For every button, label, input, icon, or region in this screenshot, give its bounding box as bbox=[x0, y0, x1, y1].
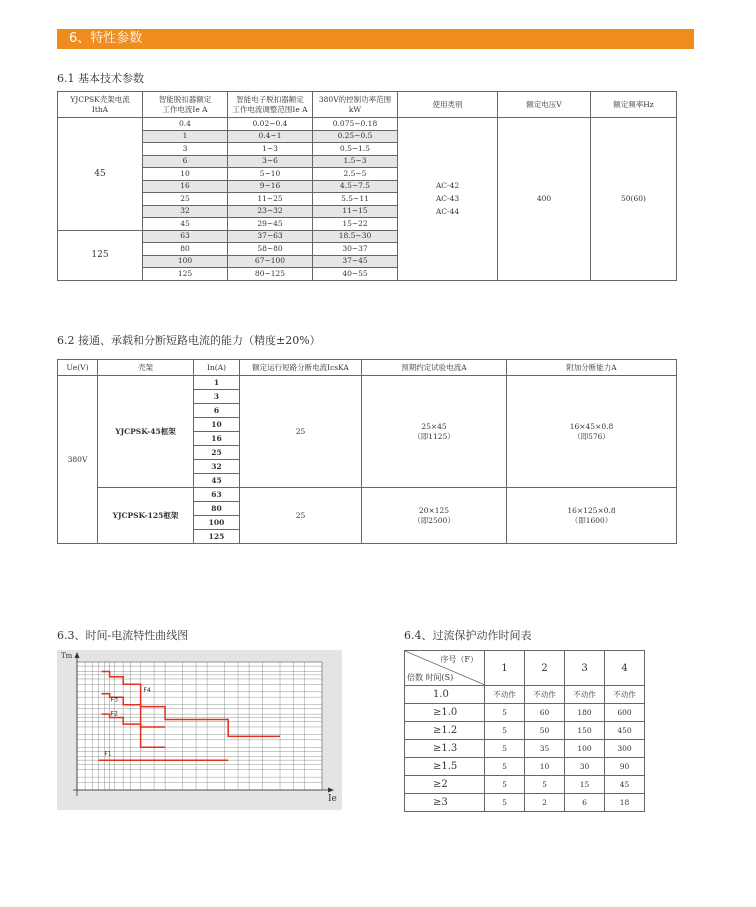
time-cell: 5 bbox=[485, 740, 525, 758]
extra-capacity-cell bbox=[507, 488, 677, 544]
header-cell: 额定电压V bbox=[498, 92, 591, 118]
table-row bbox=[405, 740, 645, 758]
multiple-cell: ≥2 bbox=[405, 776, 485, 794]
frame-125-cell: 125 bbox=[58, 230, 143, 280]
multiple-cell: ≥1.5 bbox=[405, 758, 485, 776]
curve-label: F3 bbox=[110, 696, 118, 704]
category-item: AC-43 bbox=[435, 194, 460, 204]
time-cell: 180 bbox=[565, 704, 605, 722]
curve-label: F1 bbox=[104, 750, 112, 758]
ics-cell: 25 bbox=[240, 376, 362, 488]
header-cell: 智能电子脱扣器额定 工作电流调整范围Ie A bbox=[228, 92, 313, 118]
heading-6-4: 6.4、过流保护动作时间表 bbox=[404, 629, 532, 642]
range-cell: 29~45 bbox=[228, 218, 313, 231]
time-cell: 6 bbox=[565, 794, 605, 812]
power-cell: 37~45 bbox=[313, 255, 398, 268]
in-cell: 100 bbox=[194, 516, 240, 530]
test-current-value: 25×45 bbox=[421, 421, 447, 431]
extra-capacity-cell bbox=[507, 376, 677, 488]
y-axis-label: Tm bbox=[61, 652, 73, 660]
header-cell: 额定频率Hz bbox=[591, 92, 677, 118]
category-cell bbox=[398, 118, 498, 281]
power-cell: 18.5~30 bbox=[313, 230, 398, 243]
range-cell: 58~80 bbox=[228, 243, 313, 256]
range-cell: 5~10 bbox=[228, 168, 313, 181]
table-row bbox=[405, 704, 645, 722]
range-cell: 9~16 bbox=[228, 180, 313, 193]
header-cell: 380V的控制功率范围kW bbox=[313, 92, 398, 118]
range-cell: 11~25 bbox=[228, 193, 313, 206]
col-header: 4 bbox=[605, 651, 645, 686]
multiple-cell: ≥1.3 bbox=[405, 740, 485, 758]
multiple-cell: ≥3 bbox=[405, 794, 485, 812]
power-cell: 4.5~7.5 bbox=[313, 180, 398, 193]
table-row bbox=[405, 722, 645, 740]
ie-cell: 63 bbox=[143, 230, 228, 243]
time-cell: 5 bbox=[485, 794, 525, 812]
frame-45-cell: 45 bbox=[58, 118, 143, 231]
time-cell: 5 bbox=[485, 758, 525, 776]
chart-svg bbox=[57, 650, 342, 810]
time-cell: 5 bbox=[525, 776, 565, 794]
range-cell: 67~100 bbox=[228, 255, 313, 268]
curve-label: F4 bbox=[143, 686, 151, 694]
x-axis-arrow bbox=[328, 788, 334, 793]
header-cell: 使用类别 bbox=[398, 92, 498, 118]
power-cell: 15~22 bbox=[313, 218, 398, 231]
table-row bbox=[405, 758, 645, 776]
time-cell: 不动作 bbox=[565, 686, 605, 704]
section-banner: 6、特性参数 bbox=[57, 29, 694, 49]
ie-cell: 32 bbox=[143, 205, 228, 218]
time-cell: 30 bbox=[565, 758, 605, 776]
table-row bbox=[58, 118, 677, 131]
ie-cell: 16 bbox=[143, 180, 228, 193]
ie-cell: 1 bbox=[143, 130, 228, 143]
time-cell: 600 bbox=[605, 704, 645, 722]
basic-params-table bbox=[57, 91, 677, 281]
time-cell: 不动作 bbox=[605, 686, 645, 704]
multiple-cell: ≥1.2 bbox=[405, 722, 485, 740]
header-cell: Ue(V) bbox=[58, 360, 98, 376]
overcurrent-table bbox=[404, 650, 645, 812]
heading-6-3: 6.3、时间-电流特性曲线图 bbox=[57, 629, 189, 642]
range-cell: 0.02~0.4 bbox=[228, 118, 313, 131]
in-cell: 45 bbox=[194, 474, 240, 488]
category-item: AC-42 bbox=[435, 181, 460, 191]
power-cell: 0.25~0.5 bbox=[313, 130, 398, 143]
time-cell: 45 bbox=[605, 776, 645, 794]
ie-cell: 10 bbox=[143, 168, 228, 181]
breaking-capacity-table bbox=[57, 359, 677, 544]
time-cell: 60 bbox=[525, 704, 565, 722]
in-cell: 10 bbox=[194, 418, 240, 432]
in-cell: 25 bbox=[194, 446, 240, 460]
frequency-cell: 50(60) bbox=[591, 118, 677, 281]
extra-capacity-note: （即576） bbox=[573, 431, 610, 441]
y-axis-arrow bbox=[75, 652, 80, 658]
in-cell: 6 bbox=[194, 404, 240, 418]
ie-cell: 6 bbox=[143, 155, 228, 168]
x-axis-label: Ie bbox=[328, 794, 337, 804]
time-cell: 450 bbox=[605, 722, 645, 740]
test-current-note: （即2500） bbox=[413, 515, 455, 525]
in-cell: 63 bbox=[194, 488, 240, 502]
range-cell: 0.4~1 bbox=[228, 130, 313, 143]
curve-label: F2 bbox=[110, 710, 118, 718]
heading-6-1: 6.1 基本技术参数 bbox=[57, 72, 144, 85]
range-cell: 37~63 bbox=[228, 230, 313, 243]
table-row bbox=[58, 376, 677, 390]
in-cell: 125 bbox=[194, 530, 240, 544]
time-cell: 50 bbox=[525, 722, 565, 740]
time-cell: 5 bbox=[485, 704, 525, 722]
time-cell: 2 bbox=[525, 794, 565, 812]
power-cell: 40~55 bbox=[313, 268, 398, 281]
category-item: AC-44 bbox=[435, 207, 460, 217]
ics-cell: 25 bbox=[240, 488, 362, 544]
extra-capacity-note: （即1600） bbox=[570, 515, 613, 525]
table-row bbox=[405, 686, 645, 704]
ie-cell: 45 bbox=[143, 218, 228, 231]
range-cell: 80~125 bbox=[228, 268, 313, 281]
time-cell: 100 bbox=[565, 740, 605, 758]
range-cell: 1~3 bbox=[228, 143, 313, 156]
power-cell: 2.5~5 bbox=[313, 168, 398, 181]
test-current-cell bbox=[362, 376, 507, 488]
time-cell: 不动作 bbox=[485, 686, 525, 704]
ie-cell: 3 bbox=[143, 143, 228, 156]
ie-cell: 125 bbox=[143, 268, 228, 281]
time-cell: 5 bbox=[485, 776, 525, 794]
header-cell: 壳架 bbox=[98, 360, 194, 376]
test-current-cell bbox=[362, 488, 507, 544]
range-cell: 23~32 bbox=[228, 205, 313, 218]
diagonal-header bbox=[405, 651, 485, 686]
col-header: 3 bbox=[565, 651, 605, 686]
ie-cell: 25 bbox=[143, 193, 228, 206]
in-cell: 3 bbox=[194, 390, 240, 404]
time-current-chart bbox=[57, 650, 342, 810]
in-cell: 80 bbox=[194, 502, 240, 516]
power-cell: 11~15 bbox=[313, 205, 398, 218]
header-cell: YJCPSK壳架电流 IthA bbox=[58, 92, 143, 118]
power-cell: 1.5~3 bbox=[313, 155, 398, 168]
col-header: 1 bbox=[485, 651, 525, 686]
frame-name-cell: YJCPSK-45框架 bbox=[98, 376, 194, 488]
in-cell: 32 bbox=[194, 460, 240, 474]
table-row bbox=[405, 776, 645, 794]
diag-top-label: 序号（F） bbox=[440, 655, 478, 664]
time-cell: 90 bbox=[605, 758, 645, 776]
time-cell: 不动作 bbox=[525, 686, 565, 704]
table-row bbox=[58, 488, 677, 502]
multiple-cell: 1.0 bbox=[405, 686, 485, 704]
header-cell: In(A) bbox=[194, 360, 240, 376]
diag-bottom-label: 倍数 时间(S) bbox=[407, 673, 454, 682]
multiple-cell: ≥1.0 bbox=[405, 704, 485, 722]
power-cell: 30~37 bbox=[313, 243, 398, 256]
test-current-value: 20×125 bbox=[418, 505, 450, 515]
ie-cell: 0.4 bbox=[143, 118, 228, 131]
header-cell: 预期约定试验电流A bbox=[362, 360, 507, 376]
time-cell: 150 bbox=[565, 722, 605, 740]
extra-capacity-value: 16×125×0.8 bbox=[567, 505, 616, 515]
in-cell: 1 bbox=[194, 376, 240, 390]
range-cell: 3~6 bbox=[228, 155, 313, 168]
voltage-cell: 400 bbox=[498, 118, 591, 281]
ie-cell: 80 bbox=[143, 243, 228, 256]
extra-capacity-value: 16×45×0.8 bbox=[569, 421, 614, 431]
col-header: 2 bbox=[525, 651, 565, 686]
power-cell: 0.5~1.5 bbox=[313, 143, 398, 156]
power-cell: 5.5~11 bbox=[313, 193, 398, 206]
time-cell: 15 bbox=[565, 776, 605, 794]
frame-name-cell: YJCPSK-125框架 bbox=[98, 488, 194, 544]
table-row bbox=[405, 794, 645, 812]
time-cell: 10 bbox=[525, 758, 565, 776]
header-cell: 智能脱扣器额定 工作电流Ie A bbox=[143, 92, 228, 118]
header-cell: 附加分断能力A bbox=[507, 360, 677, 376]
ie-cell: 100 bbox=[143, 255, 228, 268]
power-cell: 0.075~0.18 bbox=[313, 118, 398, 131]
time-cell: 300 bbox=[605, 740, 645, 758]
plot-area bbox=[77, 662, 322, 790]
header-cell: 额定运行短路分断电流IcsKA bbox=[240, 360, 362, 376]
in-cell: 16 bbox=[194, 432, 240, 446]
ue-cell: 380V bbox=[58, 376, 98, 544]
heading-6-2: 6.2 接通、承载和分断短路电流的能力（精度±20%） bbox=[57, 334, 321, 347]
time-cell: 35 bbox=[525, 740, 565, 758]
test-current-note: （即1125） bbox=[413, 431, 455, 441]
time-cell: 5 bbox=[485, 722, 525, 740]
time-cell: 18 bbox=[605, 794, 645, 812]
